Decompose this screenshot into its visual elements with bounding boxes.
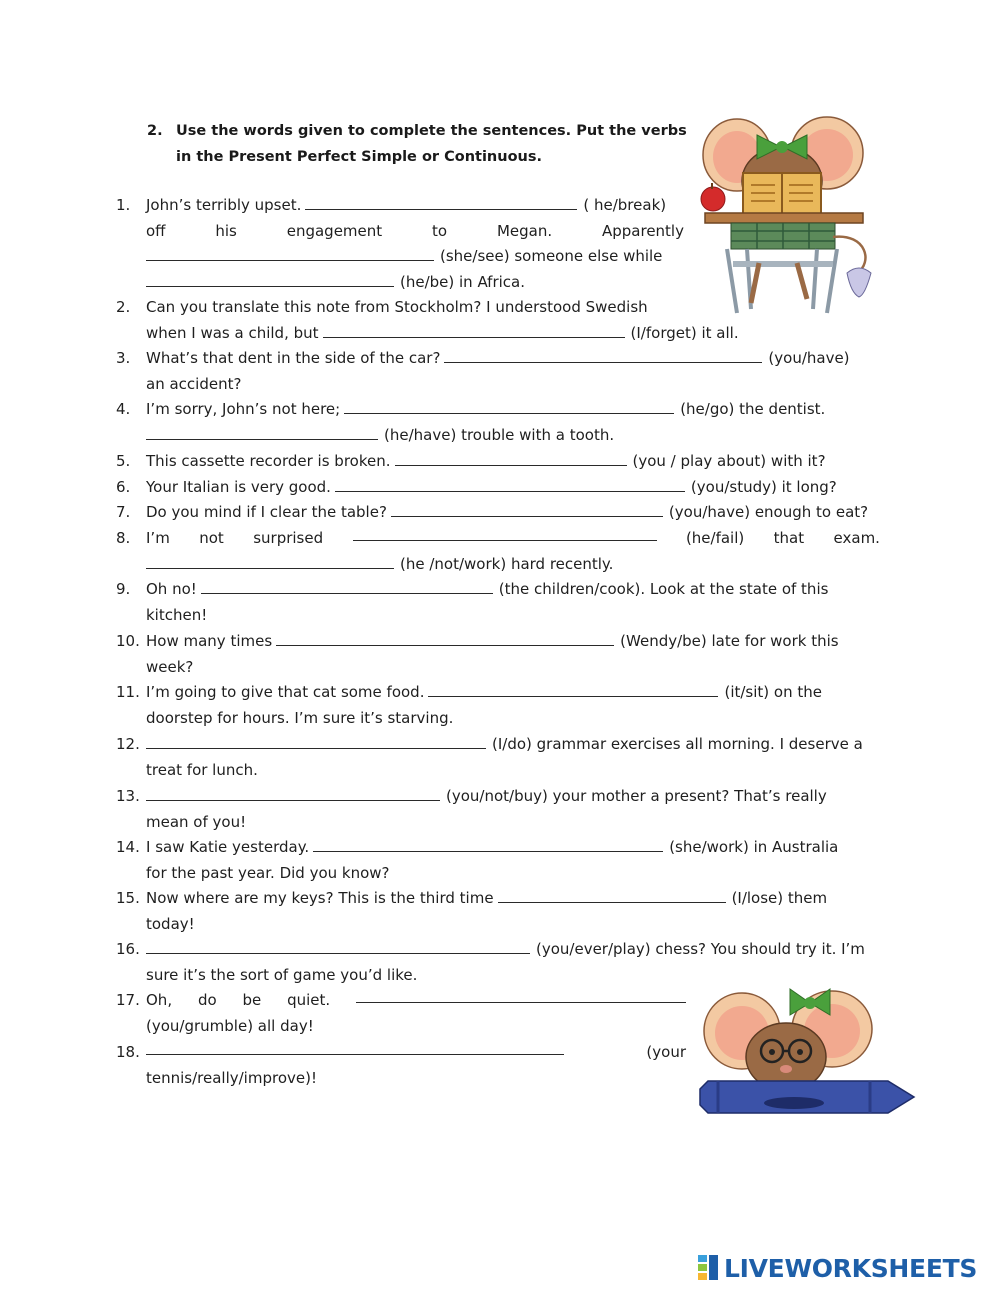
answer-blank[interactable]: [313, 837, 663, 852]
answer-blank[interactable]: [146, 246, 434, 261]
liveworksheets-logo-icon: [698, 1255, 720, 1281]
instructions-text: Use the words given to complete the sentences. Put the verbs in the Present Perfect Simple or Continuous.: [176, 123, 687, 165]
answer-blank[interactable]: [335, 477, 685, 492]
answer-blank[interactable]: [201, 579, 493, 594]
answer-blank[interactable]: [146, 786, 440, 801]
answer-blank[interactable]: [146, 939, 530, 954]
exercise-17: 17. Oh, do be quiet. (you/grumble) all day!: [146, 988, 686, 1039]
answer-blank[interactable]: [391, 502, 663, 517]
exercise-8: 8. I’m not surprised (he/fail) that exam. (he /not/work) hard recently.: [146, 526, 880, 577]
answer-blank[interactable]: [146, 425, 378, 440]
answer-blank[interactable]: [356, 988, 686, 1003]
answer-blank[interactable]: [146, 554, 394, 569]
exercise-10: 10. How many times (Wendy/be) late for work this week?: [116, 632, 839, 676]
answer-blank[interactable]: [395, 451, 627, 466]
answer-blank[interactable]: [305, 195, 577, 210]
brand-name: LIVEWORKSHEETS: [724, 1253, 978, 1283]
mouse-reading-illustration: [697, 113, 883, 323]
exercise-16: 16. (you/ever/play) chess? You should try it. I’m sure it’s the sort of game you’d like.: [116, 940, 865, 984]
answer-blank[interactable]: [146, 734, 486, 749]
exercise-18: 18. (your tennis/really/improve)!: [146, 1040, 686, 1091]
exercise-7: 7. Do you mind if I clear the table? (you/have) enough to eat?: [116, 503, 869, 521]
answer-blank[interactable]: [146, 1040, 564, 1055]
exercise-6: 6. Your Italian is very good. (you/study) it long?: [116, 478, 837, 496]
answer-blank[interactable]: [344, 399, 674, 414]
exercise-14: 14. I saw Katie yesterday. (she/work) in Australia for the past year. Did you know?: [116, 838, 839, 882]
exercise-11: 11. I’m going to give that cat some food. (it/sit) on the doorstep for hours. I’m sure it’s starving.: [116, 683, 822, 727]
answer-blank[interactable]: [146, 272, 394, 287]
answer-blank[interactable]: [444, 348, 762, 363]
brand-watermark: [698, 1252, 977, 1284]
instructions-number: 2.: [147, 123, 163, 139]
exercise-4: 4. I’m sorry, John’s not here; (he/go) the dentist. (he/have) trouble with a tooth.: [116, 400, 826, 444]
instructions: [147, 118, 687, 170]
answer-blank[interactable]: [276, 631, 614, 646]
exercise-3: 3. What’s that dent in the side of the car? (you/have) an accident?: [116, 349, 850, 393]
exercise-12: 12. (I/do) grammar exercises all morning. I deserve a treat for lunch.: [116, 735, 863, 779]
mouse-crayon-illustration: [698, 985, 916, 1117]
exercise-1: 1. John’s terribly upset. ( he/break) off his engagement to Megan. Apparently (she/see) someone else while (he/be) in Africa.: [116, 196, 684, 291]
answer-blank[interactable]: [498, 888, 726, 903]
exercise-9: 9. Oh no! (the children/cook). Look at the state of this kitchen!: [116, 580, 829, 624]
answer-blank[interactable]: [353, 526, 657, 541]
answer-blank[interactable]: [323, 323, 625, 338]
exercise-13: 13. (you/not/buy) your mother a present? That’s really mean of you!: [116, 787, 827, 831]
exercise-5: 5. This cassette recorder is broken. (you / play about) with it?: [116, 452, 826, 470]
exercise-15: 15. Now where are my keys? This is the third time (I/lose) them today!: [116, 889, 828, 933]
exercise-2: 2. Can you translate this note from Stockholm? I understood Swedish when I was a child, but (I/forget) it all.: [116, 298, 739, 342]
answer-blank[interactable]: [428, 682, 718, 697]
